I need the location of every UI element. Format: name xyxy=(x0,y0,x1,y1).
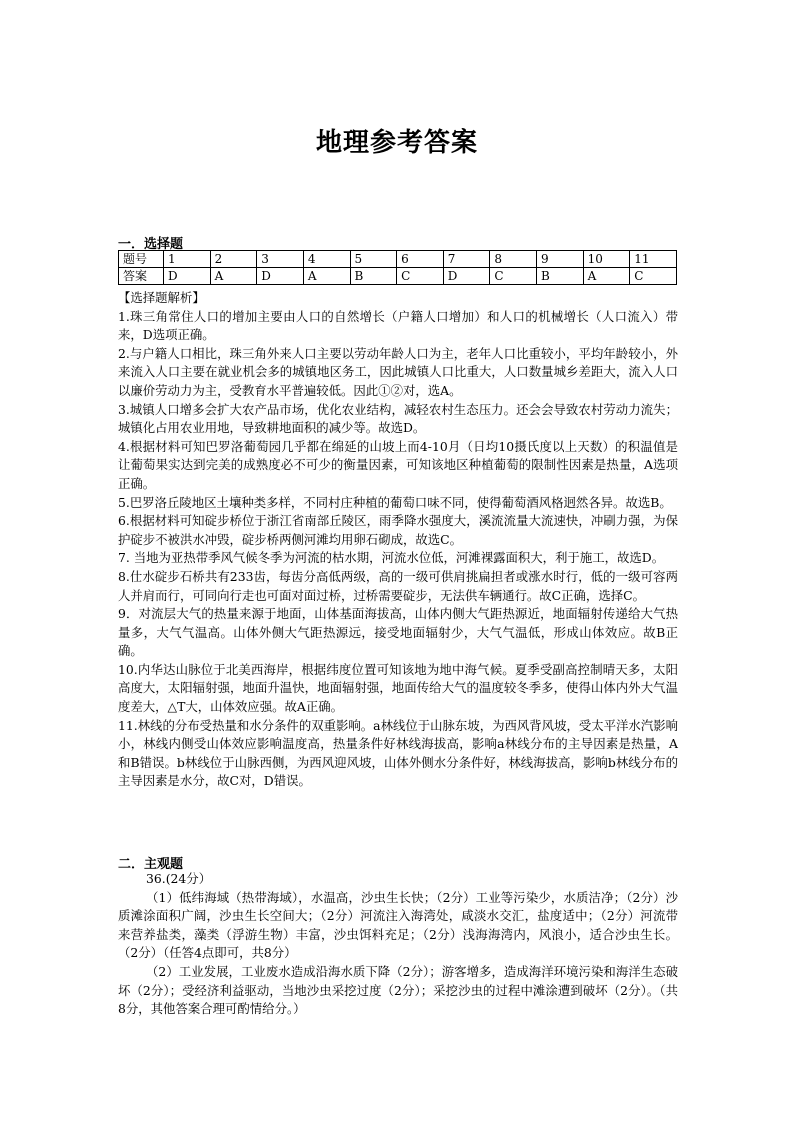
question-number: 10 xyxy=(583,251,630,268)
section-subjective-heading: 二．主观题 xyxy=(118,857,184,872)
analysis-item: 10.内华达山脉位于北美西海岸，根据纬度位置可知该地为地中海气候。夏季受副高控制晴天多，太阳高度大，太阳辐射强，地面升温快，地面辐射强，地面传给大气的温度较冬季多，使得山体内外大气温度差大，△T大，山体效应强。故A正确。 xyxy=(118,661,678,715)
page-title: 地理参考答案 xyxy=(315,128,478,158)
question-number: 8 xyxy=(490,251,537,268)
question-36-part-2: （2）工业发展，工业废水造成沿海水质下降（2分）；游客增多，造成海洋环境污染和海洋生态破坏（2分）；受经济利益驱动，当地沙虫采挖过度（2分）；采挖沙虫的过程中滩涂遭到破坏（2分）。（共8分，其他答案合理可酌情给分。） xyxy=(118,963,678,1017)
row-label-number: 题号 xyxy=(119,251,164,268)
answer-cell: B xyxy=(537,268,584,285)
section-multiple-choice-heading: 一．选择题 xyxy=(118,237,184,252)
analysis-item: 3.城镇人口增多会扩大农产品市场，优化农业结构，减轻农村生态压力。还会会导致农村劳动力流失；城镇化占用农业用地，导致耕地面积的减少等。故选D。 xyxy=(118,401,678,436)
question-number: 3 xyxy=(257,251,304,268)
analysis-item: 4.根据材料可知巴罗洛葡萄园几乎都在绵延的山坡上而4-10月（日均10摄氏度以上天数）的积温值是让葡萄果实达到完美的成熟度必不可少的衡量因素，可知该地区种植葡萄的限制性因素是热量，A选项正确。 xyxy=(118,438,678,491)
analysis-item: 7. 当地为亚热带季风气候冬季为河流的枯水期，河流水位低，河滩裸露面积大，利于施工，故选D。 xyxy=(118,550,665,566)
answer-cell: D xyxy=(257,268,304,285)
row-label-answer: 答案 xyxy=(119,268,164,285)
question-number: 9 xyxy=(537,251,584,268)
answer-cell: C xyxy=(397,268,444,285)
analysis-heading: 【选择题解析】 xyxy=(118,290,205,305)
analysis-item: 2.与户籍人口相比，珠三角外来人口主要以劳动年龄人口为主，老年人口比重较小，平均年龄较小，外来流入人口主要在就业机会多的城镇地区务工，因此城镇人口比重大，人口数量城乡差距大，流入人口以廉价劳动力为主，受教育水平普遍较低。因此①②对，选A。 xyxy=(118,345,678,398)
answer-table-number-row xyxy=(119,251,677,268)
answer-cell: A xyxy=(303,268,350,285)
question-36-part-1: （1）低纬海域（热带海域），水温高，沙虫生长快；（2分）工业等污染少，水质洁净；（2分）沙质滩涂面积广阔，沙虫生长空间大；（2分）河流注入海湾处，咸淡水交汇，盐度适中；（2分）河流带来营养盐类，藻类（浮游生物）丰富，沙虫饵料充足；（2分）浅海海湾内，风浪小，适合沙虫生长。（2分）（任答4点即可，共8分） xyxy=(118,889,678,961)
analysis-item: 5.巴罗洛丘陵地区土壤种类多样，不同村庄种植的葡萄口味不同，使得葡萄酒风格迥然各异。故选B。 xyxy=(118,494,672,510)
question-number: 11 xyxy=(630,251,677,268)
question-number: 5 xyxy=(350,251,397,268)
question-number: 4 xyxy=(303,251,350,268)
answer-cell: D xyxy=(164,268,211,285)
question-36-label: 36.(24分） xyxy=(146,871,212,886)
answer-cell: A xyxy=(210,268,257,285)
mcq-analysis xyxy=(118,289,678,791)
answer-cell: C xyxy=(490,268,537,285)
question-number: 1 xyxy=(164,251,211,268)
analysis-item: 11.林线的分布受热量和水分条件的双重影响。a林线位于山脉东坡，为西风背风坡，受太平洋水汽影响小，林线内侧受山体效应影响温度高，热量条件好林线海拔高，影响a林线分布的主导因素是热量，A和B错误。b林线位于山脉西侧，为西风迎风坡，山体外侧水分条件好，林线海拔高，影响b林线分布的主导因素是水分，故C对，D错误。 xyxy=(118,717,678,789)
answer-cell: A xyxy=(583,268,630,285)
analysis-item: 9．对流层大气的热量来源于地面，山体基面海拔高，山体内侧大气距热源近，地面辐射传递给大气热量多，大气气温高。山体外侧大气距热源远，接受地面辐射少，大气气温低，形成山体效应。故B正确。 xyxy=(118,606,678,659)
subjective-answers xyxy=(118,870,678,1019)
answer-cell: D xyxy=(443,268,490,285)
answer-table-answer-row xyxy=(119,268,677,285)
question-number: 6 xyxy=(397,251,444,268)
answer-cell: B xyxy=(350,268,397,285)
answer-table xyxy=(118,250,677,285)
analysis-item: 6.根据材料可知碇步桥位于浙江省南部丘陵区，雨季降水强度大，溪流流量大流速快，冲刷力强，为保护碇步不被洪水冲毁，碇步桥两侧河滩均用卵石砌成，故选C。 xyxy=(118,513,678,547)
analysis-item: 8.仕水碇步石桥共有233齿，每齿分高低两级，高的一级可供肩挑扁担者或涨水时行，低的一级可容两人并肩而行，可同向行走也可面对面过桥，过桥需要碇步，无法供车辆通行。故C正确，选择C。 xyxy=(118,568,678,603)
question-number: 2 xyxy=(210,251,257,268)
analysis-item: 1.珠三角常住人口的增加主要由人口的自然增长（户籍人口增加）和人口的机械增长（人口流入）带来，D选项正确。 xyxy=(118,308,678,343)
question-number: 7 xyxy=(443,251,490,268)
answer-cell: C xyxy=(630,268,677,285)
